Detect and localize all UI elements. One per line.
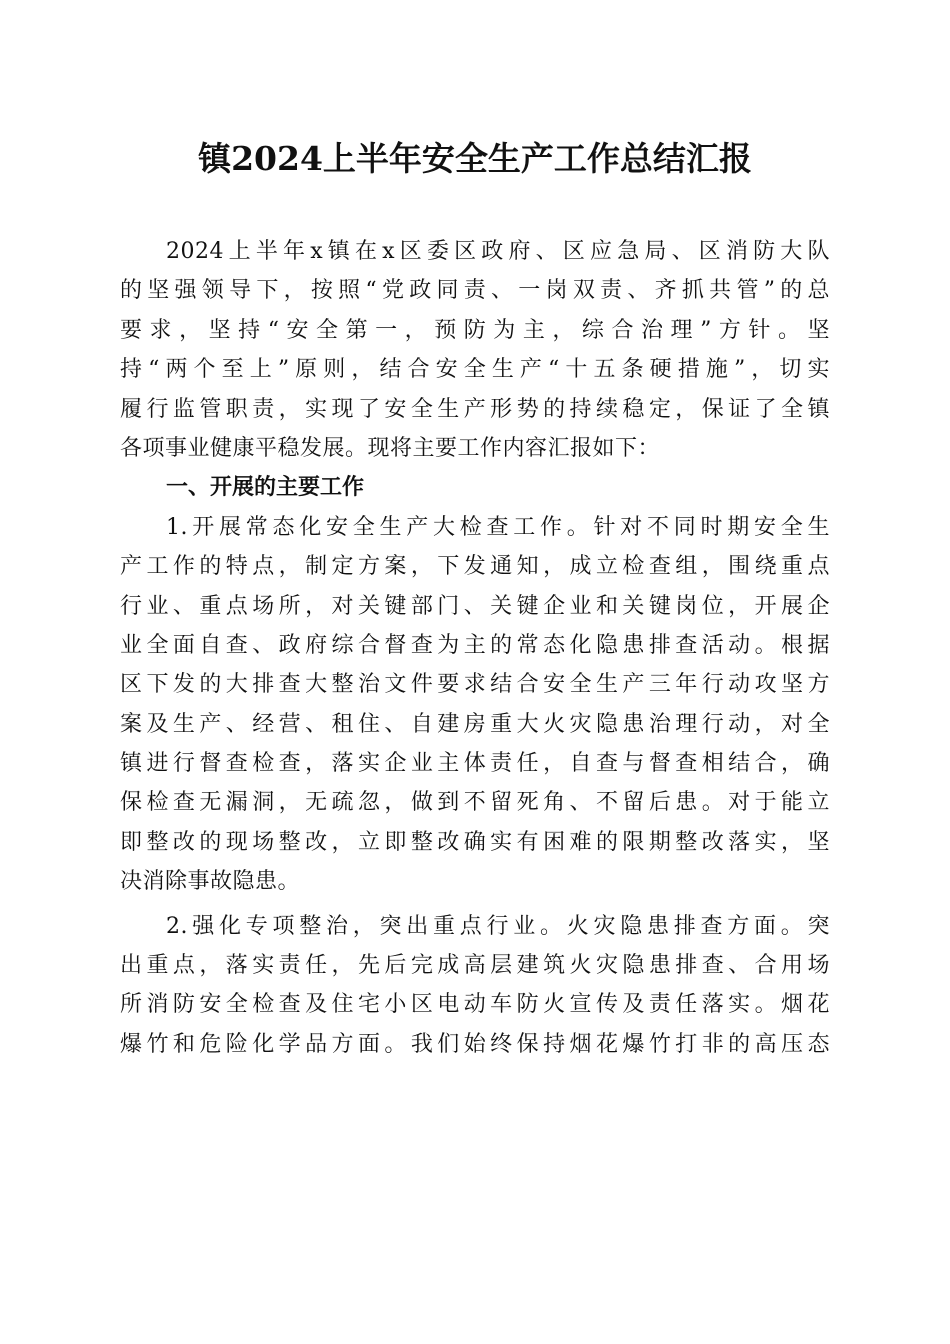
paragraph-line: 爆竹和危险化学品方面。我们始终保持烟花爆竹打非的高压态: [120, 1031, 830, 1057]
paragraph-line: 所消防安全检查及住宅小区电动车防火宣传及责任落实。烟花: [120, 992, 830, 1018]
document-body: [120, 232, 830, 1064]
paragraph-line: 区下发的大排查大整治文件要求结合安全生产三年行动攻坚方: [120, 672, 830, 698]
paragraph-line: 镇进行督查检查，落实企业主体责任，自查与督查相结合，确: [120, 751, 830, 777]
paragraph-line: 履行监管职责，实现了安全生产形势的持续稳定，保证了全镇: [120, 396, 830, 422]
paragraph-line: 保检查无漏洞，无疏忽，做到不留死角、不留后患。对于能立: [120, 790, 830, 816]
paragraph-line: 产工作的特点，制定方案，下发通知，成立检查组，围绕重点: [120, 554, 830, 580]
paragraph-line: 各项事业健康平稳发展。现将主要工作内容汇报如下：: [120, 435, 661, 461]
paragraph-line: 决消除事故隐患。: [120, 869, 301, 895]
document-title: 镇2024上半年安全生产工作总结汇报: [198, 139, 752, 178]
paragraph-line: 1.开展常态化安全生产大检查工作。针对不同时期安全生: [166, 514, 830, 540]
paragraph-line: 的坚强领导下，按照“党政同责、一岗双责、齐抓共管”的总: [120, 278, 830, 304]
paragraph-line: 行业、重点场所，对关键部门、关键企业和关键岗位，开展企: [120, 593, 830, 619]
paragraph-line: 出重点，落实责任，先后完成高层建筑火灾隐患排查、合用场: [120, 953, 830, 979]
paragraph-line: 持“两个至上”原则，结合安全生产“十五条硬措施”，切实: [120, 357, 830, 383]
paragraph-line: 要求，坚持“安全第一，预防为主，综合治理”方针。坚: [120, 317, 830, 343]
paragraph-line: 2.强化专项整治，突出重点行业。火灾隐患排查方面。突: [166, 913, 830, 939]
section-heading: 一、开展的主要工作: [166, 475, 365, 501]
paragraph-line: 业全面自查、政府综合督查为主的常态化隐患排查活动。根据: [120, 632, 830, 658]
paragraph-line: 案及生产、经营、租住、自建房重大火灾隐患治理行动，对全: [120, 711, 830, 737]
paragraph-line: 即整改的现场整改，立即整改确实有困难的限期整改落实，坚: [120, 829, 830, 855]
paragraph-line: 2024上半年x镇在x区委区政府、区应急局、区消防大队: [166, 239, 830, 264]
